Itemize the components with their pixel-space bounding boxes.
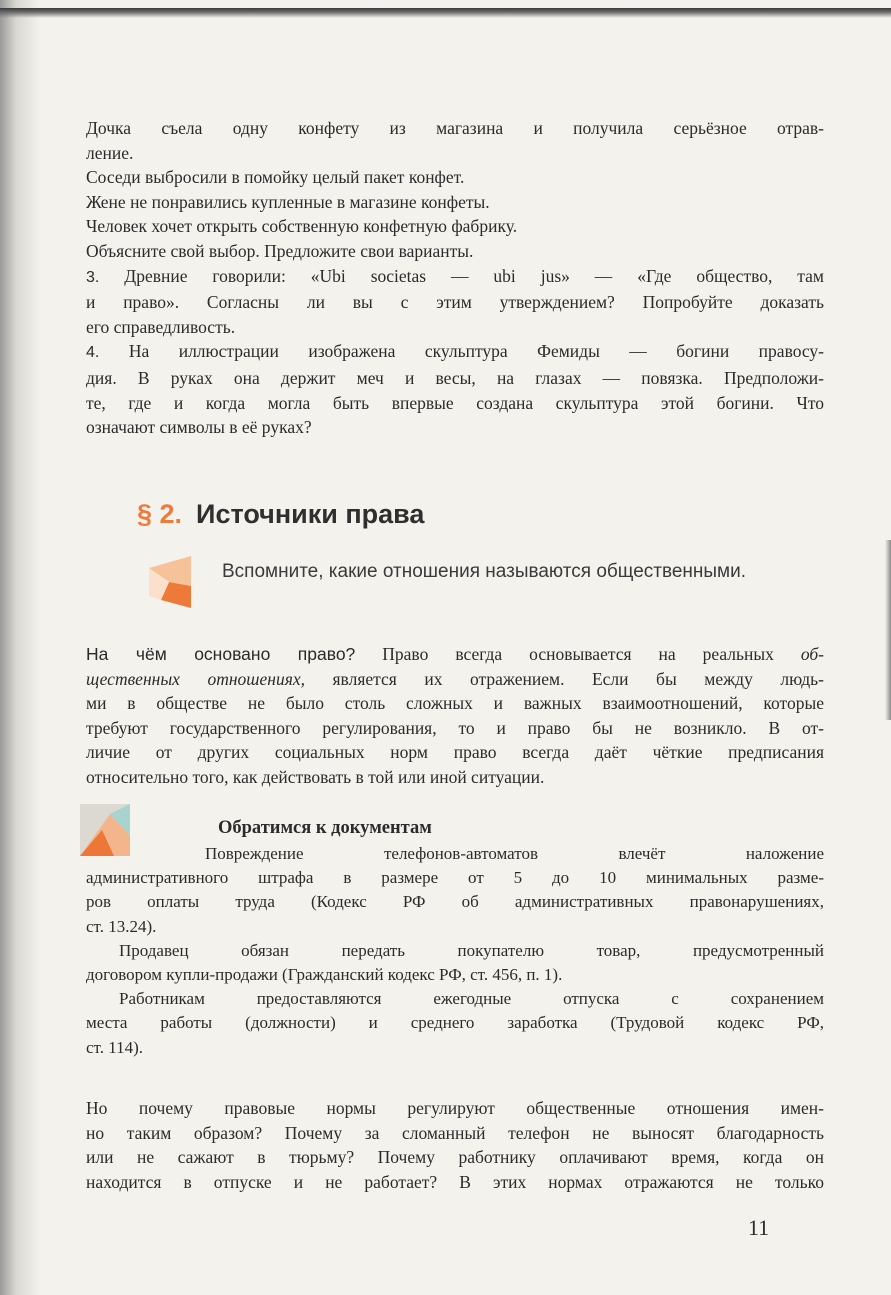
text-line: означают символы в её руках? bbox=[86, 417, 312, 438]
bottom-paragraph bbox=[86, 1096, 824, 1194]
page-number: 11 bbox=[748, 1215, 770, 1240]
document-line: договором купли-продажи (Гражданский кодекс РФ, ст. 456, п. 1). bbox=[86, 965, 563, 985]
text-line: Объясните свой выбор. Предложите свои варианты. bbox=[86, 240, 474, 261]
text-line: Но почему правовые нормы регулируют общественные отношения имен- bbox=[86, 1098, 824, 1118]
text-line: требуют государственного регулирования, то и право бы не возникло. В от- bbox=[86, 717, 824, 738]
documents-block bbox=[86, 842, 824, 1060]
recall-prompt: Вспомните, какие отношения называются общественными. bbox=[222, 561, 747, 582]
section-heading bbox=[137, 496, 424, 532]
main-paragraph bbox=[86, 642, 824, 790]
document-line: ст. 13.24). bbox=[86, 916, 157, 936]
text-line: ми в обществе не было столь сложных и важных взаимоотношений, которые bbox=[86, 693, 824, 714]
text-line: те, где и когда могла быть впервые создана скульптура этой богини. Что bbox=[86, 392, 824, 413]
text-line: дия. В руках она держит меч и весы, на глазах — повязка. Предположи- bbox=[86, 367, 824, 388]
page-edge-top bbox=[0, 8, 891, 18]
document-line: ст. 114). bbox=[86, 1037, 143, 1057]
document-line: Повреждение телефонов-автоматов влечёт наложение bbox=[205, 844, 824, 863]
question-3: 3. Древние говорили: «Ubi societas — ubi jus» — «Где общество, там bbox=[86, 265, 824, 286]
question-number: 3. bbox=[86, 268, 100, 286]
text-line: Жене не понравились купленные в магазине конфеты. bbox=[86, 191, 490, 212]
question-number: 4. bbox=[86, 344, 100, 362]
question-4: 4. На иллюстрации изображена скульптура Фемиды — богини правосу- bbox=[86, 341, 825, 362]
page-shadow-left bbox=[0, 0, 40, 1295]
section-number: § 2. bbox=[137, 499, 183, 529]
text-line: щественных отношениях, является их отражением. Если бы между людь- bbox=[86, 668, 824, 689]
text-line: находится в отпуске и не работает? В этих нормах отражаются не только bbox=[86, 1171, 824, 1192]
text-line: или не сажают в тюрьму? Почему работнику оплачивают время, когда он bbox=[86, 1147, 824, 1168]
text-line: личие от других социальных норм право всегда даёт чёткие предписания bbox=[86, 742, 824, 763]
document-line: Работникам предоставляются ежегодные отпуска с сохранением bbox=[119, 989, 824, 1009]
text-line: Дочка съела одну конфету из магазина и получила серьёзное отрав- bbox=[86, 118, 824, 138]
text-line: его справедливость. bbox=[86, 316, 236, 337]
text-line: относительно того, как действовать в той или иной ситуации. bbox=[86, 766, 545, 787]
text-line: и право». Согласны ли вы с этим утверждением? Попробуйте доказать bbox=[86, 292, 824, 313]
document-line: ров оплаты труда (Кодекс РФ об административных правонарушениях, bbox=[86, 892, 824, 912]
page-shadow-right bbox=[885, 540, 891, 720]
recall-icon bbox=[149, 556, 191, 608]
text-line: На чём основано право? Право всегда основывается на реальных об- bbox=[86, 644, 824, 664]
document-line: Продавец обязан передать покупателю товар, предусмотренный bbox=[119, 940, 824, 960]
tasks-continuation bbox=[86, 116, 824, 440]
document-line: места работы (должности) и среднего заработка (Трудовой кодекс РФ, bbox=[86, 1013, 824, 1033]
text-line: но таким образом? Почему за сломанный телефон не выносят благодарность bbox=[86, 1122, 824, 1143]
documents-heading: Обратимся к документам bbox=[218, 818, 432, 838]
section-title: Источники права bbox=[196, 499, 425, 529]
text-line: Человек хочет открыть собственную конфетную фабрику. bbox=[86, 216, 518, 237]
paragraph-lead: На чём основано право? bbox=[86, 644, 356, 664]
text-line: ление. bbox=[86, 142, 134, 163]
document-line: административного штрафа в размере от 5 до 10 минимальных разме- bbox=[86, 868, 824, 888]
text-line: Соседи выбросили в помойку целый пакет конфет. bbox=[86, 167, 465, 188]
